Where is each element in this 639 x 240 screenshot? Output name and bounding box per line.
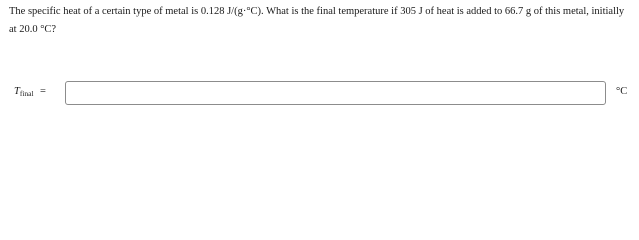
answer-input[interactable]	[65, 81, 606, 105]
answer-row	[0, 81, 639, 107]
question-text: The specific heat of a certain type of metal is 0.128 J/(g·°C). What is the final temperature if 305 J of heat is added to 66.7 g of this metal, initially at 20.0 °C?	[9, 6, 625, 35]
variable-subscript: final	[19, 89, 34, 98]
equals-sign: =	[40, 86, 46, 97]
variable-label	[14, 86, 34, 98]
unit-label: °C	[616, 86, 628, 97]
variable-symbol: T	[14, 86, 20, 97]
